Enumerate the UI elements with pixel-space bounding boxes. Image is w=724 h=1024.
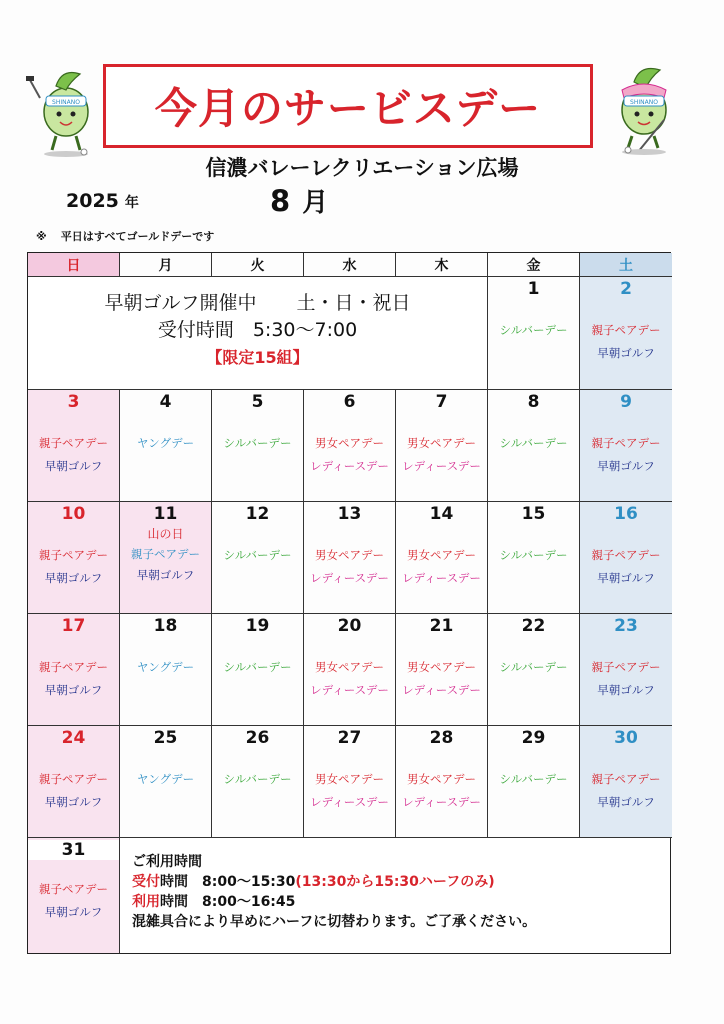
day-number: 6 xyxy=(343,392,356,412)
month-unit: 月 xyxy=(302,188,329,218)
event-danjo: 男女ペアデー xyxy=(407,548,476,562)
event-golf: 早朝ゴルフ xyxy=(44,795,103,809)
event-silver: シルバーデー xyxy=(223,772,292,786)
day-number: 21 xyxy=(429,616,454,636)
event-oyako: 親子ペアデー xyxy=(591,323,661,337)
title-box xyxy=(103,64,593,148)
day-cell xyxy=(396,614,488,726)
event-lady: レディースデー xyxy=(402,683,481,697)
day-number: 7 xyxy=(435,392,448,412)
day-cell xyxy=(212,502,304,614)
mascot-label: SHINANO xyxy=(52,99,80,106)
day-cell xyxy=(28,390,120,502)
event-danjo: 男女ペアデー xyxy=(407,660,476,674)
calendar xyxy=(27,252,671,954)
day-number: 13 xyxy=(337,504,362,524)
day-number: 16 xyxy=(614,504,638,524)
day-number: 30 xyxy=(614,728,638,748)
day-number: 5 xyxy=(251,392,264,412)
day-cell xyxy=(396,502,488,614)
day-cell xyxy=(120,726,212,838)
event-golf: 早朝ゴルフ xyxy=(597,459,655,473)
event-silver: シルバーデー xyxy=(499,323,568,337)
weekday-thu: 木 xyxy=(396,253,488,277)
use-label: 利用 xyxy=(132,894,160,910)
day-number: 19 xyxy=(245,616,270,636)
note-text: 平日はすべてゴールドデーです xyxy=(60,230,215,243)
golf-mascot-icon xyxy=(608,60,682,156)
reception-label: 受付 xyxy=(132,874,160,890)
weekday-fri: 金 xyxy=(488,253,580,277)
day-cell xyxy=(488,390,580,502)
year-unit: 年 xyxy=(124,195,139,211)
event-lady: レディースデー xyxy=(402,571,481,585)
day-cell xyxy=(28,726,120,838)
event-young: ヤングデー xyxy=(136,772,195,786)
day-number: 25 xyxy=(153,728,178,748)
day-cell xyxy=(304,726,396,838)
mascot-label: SHINANO xyxy=(630,99,658,106)
day-number: 3 xyxy=(67,392,80,412)
year-value: 2025 xyxy=(66,190,119,212)
golf-mascot-icon xyxy=(26,62,100,158)
day-number: 24 xyxy=(61,728,86,748)
event-danjo: 男女ペアデー xyxy=(315,660,384,674)
day-number: 2 xyxy=(620,279,632,299)
day-number: 27 xyxy=(337,728,362,748)
month-label xyxy=(270,182,328,219)
event-lady: レディースデー xyxy=(310,459,389,473)
use-time: 時間 8:00～16:45 xyxy=(160,894,296,910)
year-label xyxy=(66,190,139,212)
day-cell xyxy=(580,277,672,390)
day-cell xyxy=(488,277,580,390)
event-lady: レディースデー xyxy=(402,795,481,809)
event-oyako: 親子ペアデー xyxy=(39,882,108,896)
day-number: 28 xyxy=(429,728,454,748)
weekday-wed: 水 xyxy=(304,253,396,277)
day-cell xyxy=(304,614,396,726)
early-golf-title: 早朝ゴルフ開催中 xyxy=(104,292,257,314)
early-golf-hours: 受付時間 5:30～7:00 xyxy=(157,319,358,341)
day-cell xyxy=(28,838,120,953)
day-number: 22 xyxy=(521,616,546,636)
day-number: 10 xyxy=(61,504,86,524)
month-value: 8 xyxy=(270,184,291,218)
day-cell xyxy=(212,390,304,502)
event-silver: シルバーデー xyxy=(499,436,568,450)
note-mark: ※ xyxy=(36,230,47,243)
early-golf-limit: 【限定15組】 xyxy=(206,348,309,367)
day-number: 17 xyxy=(61,616,86,636)
event-oyako: 親子ペアデー xyxy=(39,548,108,562)
event-oyako: 親子ペアデー xyxy=(591,548,661,562)
event-oyako: 親子ペアデー xyxy=(39,436,108,450)
weekday-sun: 日 xyxy=(28,253,120,277)
usage-title: ご利用時間 xyxy=(132,854,202,870)
early-golf-days: 土・日・祝日 xyxy=(296,292,411,314)
event-golf: 早朝ゴルフ xyxy=(597,346,655,360)
day-cell xyxy=(396,726,488,838)
day-number: 11 xyxy=(153,504,178,524)
day-cell xyxy=(212,614,304,726)
event-danjo: 男女ペアデー xyxy=(315,772,384,786)
day-number: 8 xyxy=(527,392,540,412)
reception-time: 時間 8:00～15:30 xyxy=(160,874,296,890)
day-cell xyxy=(580,390,672,502)
event-oyako: 親子ペアデー xyxy=(591,660,661,674)
event-golf: 早朝ゴルフ xyxy=(597,683,655,697)
day-cell xyxy=(580,726,672,838)
day-cell xyxy=(488,502,580,614)
usage-notice: 混雑具合により早めにハーフに切替わります。ご了承ください。 xyxy=(132,914,537,930)
event-danjo: 男女ペアデー xyxy=(315,436,384,450)
day-number: 29 xyxy=(521,728,546,748)
reception-note: (13:30から15:30ハーフのみ) xyxy=(295,874,495,890)
event-golf: 早朝ゴルフ xyxy=(44,459,103,473)
event-oyako: 親子ペアデー xyxy=(591,436,661,450)
page-title: 今月のサービスデー xyxy=(154,84,542,133)
event-silver: シルバーデー xyxy=(499,772,568,786)
day-number: 12 xyxy=(245,504,270,524)
event-golf: 早朝ゴルフ xyxy=(597,795,655,809)
venue-name: 信濃バレーレクリエーション広場 xyxy=(205,156,519,180)
reception-hours xyxy=(132,872,670,892)
day-number: 4 xyxy=(159,392,172,412)
event-golf: 早朝ゴルフ xyxy=(44,683,103,697)
usage-hours-info xyxy=(120,838,670,953)
day-cell xyxy=(304,390,396,502)
day-number: 26 xyxy=(245,728,270,748)
day-cell xyxy=(396,390,488,502)
event-danjo: 男女ペアデー xyxy=(315,548,384,562)
day-number: 9 xyxy=(620,392,632,412)
day-cell xyxy=(120,502,212,614)
event-danjo: 男女ペアデー xyxy=(407,772,476,786)
event-lady: レディースデー xyxy=(310,795,389,809)
day-number: 31 xyxy=(28,840,119,860)
event-lady: レディースデー xyxy=(310,683,389,697)
event-silver: シルバーデー xyxy=(223,548,292,562)
gold-day-note xyxy=(36,228,214,244)
event-golf: 早朝ゴルフ xyxy=(597,571,655,585)
event-golf: 早朝ゴルフ xyxy=(44,905,103,919)
day-cell xyxy=(304,502,396,614)
day-cell xyxy=(28,614,120,726)
day-number: 20 xyxy=(337,616,362,636)
day-number: 15 xyxy=(521,504,546,524)
day-cell xyxy=(488,614,580,726)
weekday-mon: 月 xyxy=(120,253,212,277)
event-oyako: 親子ペアデー xyxy=(39,660,108,674)
day-cell xyxy=(120,614,212,726)
day-cell xyxy=(488,726,580,838)
day-number: 14 xyxy=(429,504,454,524)
event-young: ヤングデー xyxy=(136,660,195,674)
event-young: ヤングデー xyxy=(136,436,195,450)
weekday-sat: 土 xyxy=(580,253,672,277)
event-danjo: 男女ペアデー xyxy=(407,436,476,450)
event-golf: 早朝ゴルフ xyxy=(136,568,195,582)
event-lady: レディースデー xyxy=(402,459,481,473)
holiday-label: 山の日 xyxy=(147,527,184,541)
event-silver: シルバーデー xyxy=(499,548,568,562)
day-cell xyxy=(28,502,120,614)
day-cell xyxy=(120,390,212,502)
early-golf-info xyxy=(28,277,488,390)
day-number: 18 xyxy=(153,616,178,636)
event-silver: シルバーデー xyxy=(223,660,292,674)
day-number: 1 xyxy=(527,279,540,299)
day-cell xyxy=(212,726,304,838)
event-silver: シルバーデー xyxy=(499,660,568,674)
event-oyako: 親子ペアデー xyxy=(591,772,661,786)
weekday-tue: 火 xyxy=(212,253,304,277)
use-hours xyxy=(132,892,670,912)
day-cell xyxy=(580,502,672,614)
day-cell xyxy=(580,614,672,726)
event-oyako: 親子ペアデー xyxy=(131,547,200,561)
event-lady: レディースデー xyxy=(310,571,389,585)
event-silver: シルバーデー xyxy=(223,436,292,450)
day-number: 23 xyxy=(614,616,638,636)
event-golf: 早朝ゴルフ xyxy=(44,571,103,585)
event-oyako: 親子ペアデー xyxy=(39,772,108,786)
